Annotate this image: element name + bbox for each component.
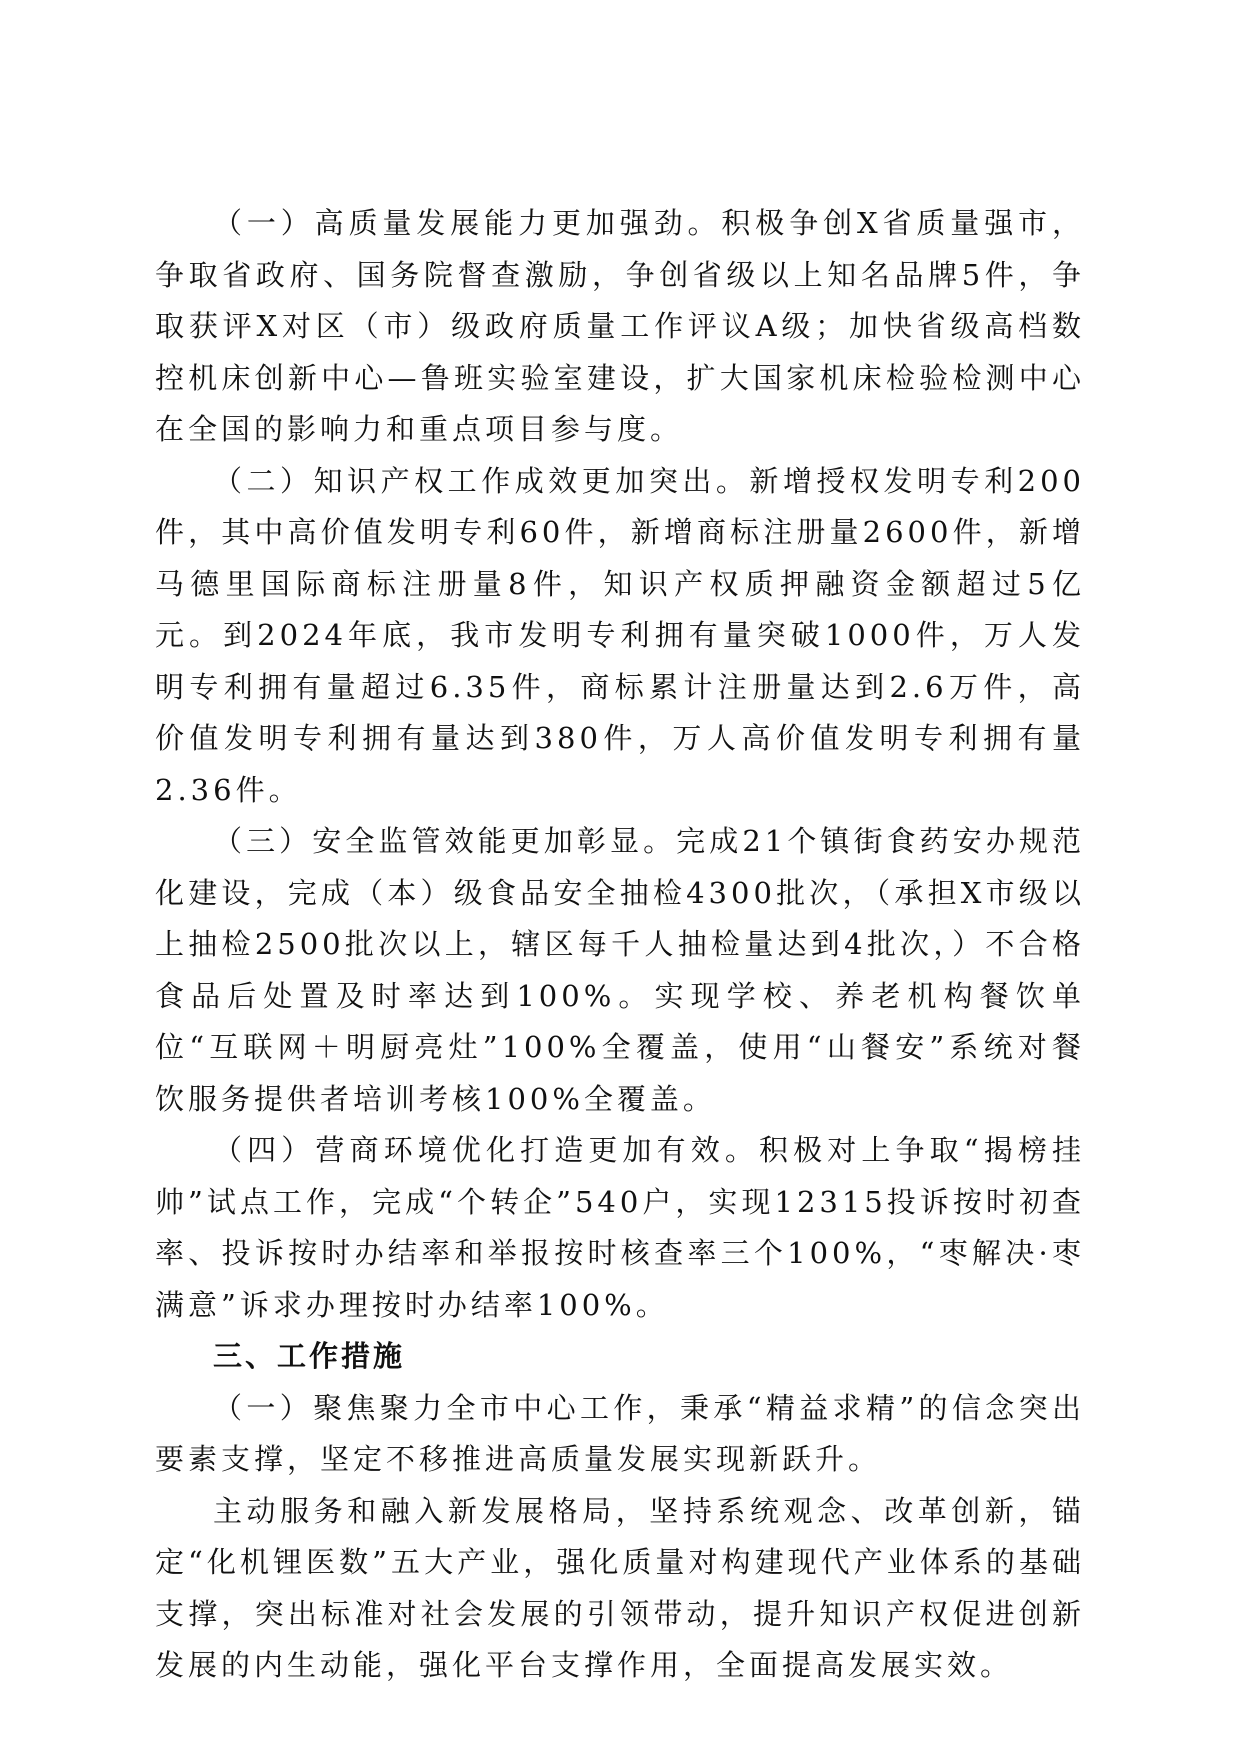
document-page [155, 198, 1085, 1692]
paragraph-business-environment: （四）营商环境优化打造更加有效。积极对上争取“揭榜挂帅”试点工作，完成“个转企”540户，实现12315投诉按时初查率、投诉按时办结率和举报按时核查率三个100%，“枣解决·枣满意”诉求办理按时办结率100%。 [155, 1133, 1085, 1322]
section-heading-work-measures: 三、工作措施 [213, 1339, 406, 1373]
paragraph-serve-new-pattern: 主动服务和融入新发展格局，坚持系统观念、改革创新，锚定“化机锂医数”五大产业，强化质量对构建现代产业体系的基础支撑，突出标准对社会发展的引领带动，提升知识产权促进创新发展的内生动能，强化平台支撑作用，全面提高发展实效。 [155, 1493, 1085, 1682]
paragraph-focus-central-work: （一）聚焦聚力全市中心工作，秉承“精益求精”的信念突出要素支撑，坚定不移推进高质量发展实现新跃升。 [155, 1390, 1085, 1476]
paragraph-safety-supervision: （三）安全监管效能更加彰显。完成21个镇街食药安办规范化建设，完成（本）级食品安全抽检4300批次，（承担X市级以上抽检2500批次以上，辖区每千人抽检量达到4批次，）不合格食品后处置及时率达到100%。实现学校、养老机构餐饮单位“互联网＋明厨亮灶”100%全覆盖，使用“山餐安”系统对餐饮服务提供者培训考核100%全覆盖。 [155, 824, 1085, 1116]
paragraph-quality-development: （一）高质量发展能力更加强劲。积极争创X省质量强市，争取省政府、国务院督查激励，争创省级以上知名品牌5件，争取获评X对区（市）级政府质量工作评议A级；加快省级高档数控机床创新中心—鲁班实验室建设，扩大国家机床检验检测中心在全国的影响力和重点项目参与度。 [155, 206, 1085, 446]
paragraph-intellectual-property: （二）知识产权工作成效更加突出。新增授权发明专利200件，其中高价值发明专利60件，新增商标注册量2600件，新增马德里国际商标注册量8件，知识产权质押融资金额超过5亿元。到2024年底，我市发明专利拥有量突破1000件，万人发明专利拥有量超过6.35件，商标累计注册量达到2.6万件，高价值发明专利拥有量达到380件，万人高价值发明专利拥有量2.36件。 [155, 463, 1085, 807]
